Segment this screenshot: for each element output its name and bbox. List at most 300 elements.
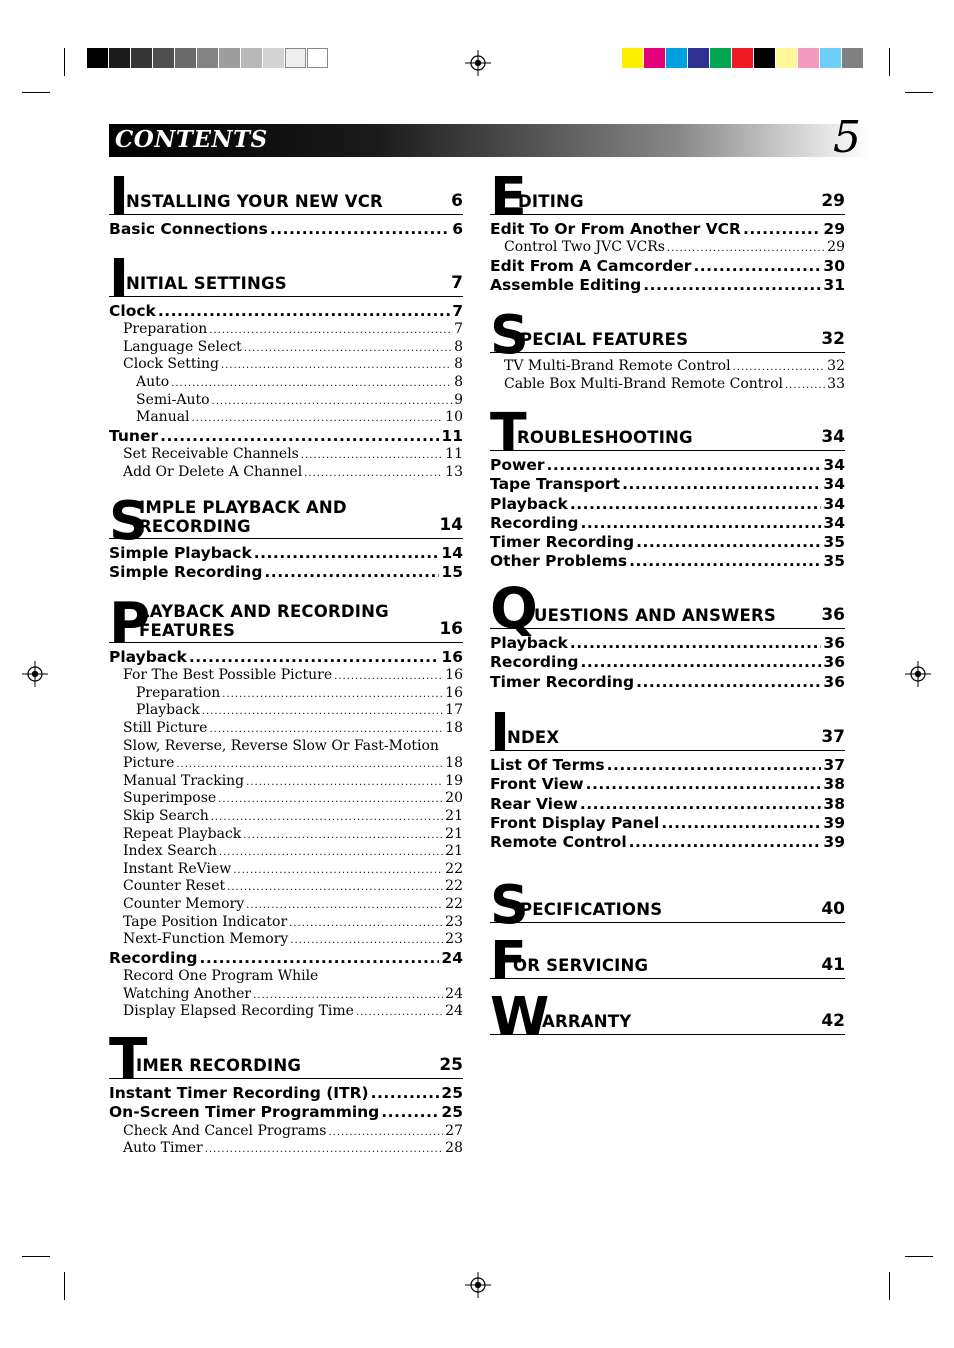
dot-leader xyxy=(227,879,443,896)
toc-entry[interactable] xyxy=(109,544,463,563)
drop-cap: E xyxy=(490,165,527,228)
toc-entry-label: Assemble Editing xyxy=(490,276,642,295)
dot-leader xyxy=(661,814,821,833)
page-title: CONTENTS xyxy=(115,126,268,153)
gray-swatch xyxy=(263,48,284,68)
toc-entry-page: 29 xyxy=(827,239,845,256)
toc-entry-label: Instant ReView xyxy=(123,860,232,877)
section-heading xyxy=(490,701,845,764)
toc-entry-page: 32 xyxy=(827,358,845,374)
drop-cap: T xyxy=(109,1027,148,1092)
dot-leader xyxy=(356,1004,443,1021)
toc-section xyxy=(490,577,845,692)
toc-entry-label: Rear View xyxy=(490,794,578,813)
toc-entry-page: 37 xyxy=(823,756,845,774)
toc-entry[interactable] xyxy=(109,392,463,410)
section-page-number: 32 xyxy=(821,329,845,349)
section-heading xyxy=(490,401,845,464)
toc-entry-label: Edit To Or From Another VCR xyxy=(490,220,741,238)
toc-entry[interactable] xyxy=(490,634,845,653)
page-number: 5 xyxy=(833,112,861,163)
dot-leader xyxy=(743,220,821,239)
toc-entry[interactable] xyxy=(109,1103,463,1122)
dot-leader xyxy=(622,475,821,494)
toc-entry-page: 22 xyxy=(445,896,463,913)
toc-entry[interactable] xyxy=(490,814,845,833)
section-title: LAYBACK AND RECORDING xyxy=(139,602,389,621)
toc-entry[interactable] xyxy=(109,914,463,932)
toc-entry[interactable] xyxy=(109,720,463,738)
toc-entry-page: 27 xyxy=(445,1122,463,1139)
toc-entry-label: Superimpose xyxy=(123,790,217,807)
drop-cap: I xyxy=(109,165,129,228)
dot-leader xyxy=(304,465,443,482)
dot-leader xyxy=(243,827,443,844)
dot-leader xyxy=(160,427,439,446)
section-title-line2: FEATURES xyxy=(139,621,236,640)
dot-leader xyxy=(371,1084,440,1103)
toc-entry[interactable] xyxy=(490,495,845,514)
toc-entry[interactable] xyxy=(109,826,463,844)
section-heading xyxy=(490,577,845,642)
dot-leader xyxy=(607,756,822,775)
toc-entry-page: 29 xyxy=(823,220,845,238)
toc-entry[interactable] xyxy=(109,755,463,773)
gray-swatch xyxy=(197,48,218,68)
section-page-number: 36 xyxy=(821,605,845,625)
toc-entry[interactable] xyxy=(109,409,463,427)
color-swatch xyxy=(776,48,797,68)
entry-list xyxy=(109,220,463,239)
toc-entry-page: 22 xyxy=(445,878,463,895)
toc-entry[interactable] xyxy=(490,533,845,552)
toc-entry-label: Still Picture xyxy=(123,720,208,737)
toc-entry-page: 8 xyxy=(454,356,463,373)
dot-leader xyxy=(205,1141,443,1158)
dot-leader xyxy=(209,322,452,339)
dot-leader xyxy=(171,375,452,392)
section-heading xyxy=(109,165,463,228)
toc-entry-label: Power xyxy=(490,456,545,474)
toc-entry-page: 25 xyxy=(441,1103,463,1122)
dot-leader xyxy=(580,795,822,814)
dot-leader xyxy=(202,703,443,720)
toc-entry-page: 28 xyxy=(445,1140,463,1157)
crop-mark xyxy=(905,1256,933,1257)
toc-entry[interactable] xyxy=(490,276,845,295)
toc-section xyxy=(109,165,463,239)
drop-cap: S xyxy=(490,303,529,366)
entry-list xyxy=(109,648,463,1021)
toc-entry-page: 8 xyxy=(454,338,463,355)
dot-leader xyxy=(209,721,443,738)
section-title: UESTIONS AND ANSWERS xyxy=(534,606,776,625)
contents-banner xyxy=(109,124,869,157)
toc-entry-label: Clock Setting xyxy=(123,356,219,373)
color-swatch xyxy=(798,48,819,68)
toc-entry-page: 17 xyxy=(445,702,463,719)
dot-leader xyxy=(381,1103,439,1122)
toc-entry[interactable] xyxy=(109,773,463,791)
toc-entry[interactable] xyxy=(109,563,463,582)
toc-entry-page: 36 xyxy=(823,653,845,672)
registration-mark-icon xyxy=(465,50,491,76)
crop-mark xyxy=(22,92,50,93)
toc-entry[interactable] xyxy=(490,653,845,672)
toc-section xyxy=(490,929,845,992)
color-swatch xyxy=(622,48,643,68)
dot-leader xyxy=(586,775,822,794)
toc-section xyxy=(109,591,463,1021)
toc-entry-page: 9 xyxy=(454,391,463,408)
toc-section xyxy=(490,401,845,572)
toc-entry-page: 36 xyxy=(823,634,845,652)
dot-leader xyxy=(580,514,821,533)
toc-entry-page: 19 xyxy=(445,772,463,789)
toc-entry[interactable] xyxy=(490,775,845,794)
toc-entry-label: Simple Playback xyxy=(109,544,252,562)
section-page-number: 42 xyxy=(821,1011,845,1031)
dot-leader xyxy=(233,862,443,879)
registration-mark-icon xyxy=(905,661,931,687)
dot-leader xyxy=(290,932,443,949)
crop-mark xyxy=(905,92,933,93)
section-title: IMER RECORDING xyxy=(136,1056,302,1075)
toc-entry-label: Front View xyxy=(490,775,584,794)
dot-leader xyxy=(570,634,822,653)
toc-entry[interactable] xyxy=(109,220,463,239)
toc-entry-page: 16 xyxy=(441,648,463,666)
gray-swatch xyxy=(307,48,328,68)
toc-section xyxy=(109,247,463,481)
toc-entry-page: 31 xyxy=(823,276,845,295)
toc-entry-page: 36 xyxy=(823,672,845,691)
toc-entry-label: Display Elapsed Recording Time xyxy=(123,1003,354,1020)
toc-entry[interactable] xyxy=(109,1003,463,1021)
toc-entry-page: 10 xyxy=(445,409,463,426)
toc-entry[interactable] xyxy=(109,949,463,968)
dot-leader xyxy=(693,257,821,276)
toc-entry[interactable] xyxy=(109,702,463,720)
toc-entry-label: Check And Cancel Programs xyxy=(123,1122,327,1139)
toc-entry-label: Language Select xyxy=(123,338,242,355)
toc-entry-label: Counter Memory xyxy=(123,896,245,913)
color-swatch xyxy=(688,48,709,68)
toc-entry-label: Watching Another xyxy=(123,985,252,1002)
toc-entry-label: Clock xyxy=(109,302,156,320)
section-heading xyxy=(490,873,845,936)
toc-entry-page: 16 xyxy=(445,667,463,684)
toc-section xyxy=(109,1027,463,1158)
toc-entry-page: 38 xyxy=(823,794,845,813)
dot-leader xyxy=(629,552,821,571)
toc-entry-label: Index Search xyxy=(123,843,217,860)
toc-entry[interactable] xyxy=(490,475,845,494)
dot-leader xyxy=(176,756,443,773)
toc-entry-page: 39 xyxy=(823,833,845,852)
toc-entry-label: On-Screen Timer Programming xyxy=(109,1103,380,1122)
dot-leader xyxy=(328,1124,443,1141)
toc-entry[interactable] xyxy=(109,843,463,861)
toc-entry-page: 15 xyxy=(441,563,463,582)
section-title: DITING xyxy=(518,192,584,211)
toc-entry[interactable] xyxy=(109,374,463,392)
dot-leader xyxy=(785,377,825,394)
entry-list xyxy=(109,1084,463,1158)
crop-mark xyxy=(22,1256,50,1257)
section-heading xyxy=(109,591,463,656)
toc-entry-label: Recording xyxy=(490,653,579,672)
section-title-line2: RECORDING xyxy=(139,517,251,536)
color-swatch xyxy=(842,48,863,68)
toc-entry[interactable] xyxy=(490,257,845,276)
section-title: NSTALLING YOUR NEW VCR xyxy=(126,192,383,211)
toc-entry[interactable] xyxy=(109,1084,463,1103)
toc-entry[interactable] xyxy=(109,896,463,914)
toc-entry-page: 38 xyxy=(823,775,845,794)
toc-entry-page: 34 xyxy=(823,456,845,474)
toc-section xyxy=(490,701,845,852)
toc-entry-page: 21 xyxy=(445,843,463,860)
toc-entry-label: Auto xyxy=(136,374,170,391)
color-swatch xyxy=(644,48,665,68)
toc-entry-label: Manual xyxy=(136,409,190,426)
gray-swatch xyxy=(219,48,240,68)
gray-swatch xyxy=(153,48,174,68)
toc-entry-label: Cable Box Multi-Brand Remote Control xyxy=(504,375,783,392)
toc-entry-label: Semi-Auto xyxy=(136,391,210,408)
toc-entry-label: Other Problems xyxy=(490,552,628,571)
toc-section xyxy=(490,873,845,936)
gray-swatch xyxy=(285,48,306,68)
toc-entry-page: 24 xyxy=(445,1003,463,1020)
drop-cap: S xyxy=(109,489,148,552)
toc-entry-label: Tape Transport xyxy=(490,475,621,494)
section-page-number: 6 xyxy=(451,191,463,211)
toc-entry[interactable] xyxy=(109,446,463,464)
toc-entry[interactable] xyxy=(490,376,845,394)
dot-leader xyxy=(636,673,821,692)
dot-leader xyxy=(221,357,452,374)
toc-entry-label: Basic Connections xyxy=(109,220,268,238)
toc-entry[interactable] xyxy=(109,1123,463,1141)
registration-mark-icon xyxy=(465,1272,491,1298)
section-title: NDEX xyxy=(507,728,560,747)
dot-leader xyxy=(636,533,821,552)
dot-leader xyxy=(580,653,821,672)
section-title: OR SERVICING xyxy=(513,956,649,975)
toc-entry-page: 21 xyxy=(445,825,463,842)
toc-entry[interactable] xyxy=(109,464,463,482)
toc-entry[interactable] xyxy=(109,685,463,703)
toc-entry[interactable] xyxy=(109,339,463,357)
toc-entry[interactable] xyxy=(490,756,845,775)
toc-entry-label: Preparation xyxy=(136,684,221,701)
toc-entry[interactable] xyxy=(109,861,463,879)
toc-entry[interactable] xyxy=(109,808,463,826)
toc-entry-label: Preparation xyxy=(123,321,208,338)
section-title: ROUBLESHOOTING xyxy=(517,428,693,447)
registration-mark-icon xyxy=(22,661,48,687)
drop-cap: W xyxy=(490,985,550,1048)
color-swatch xyxy=(710,48,731,68)
toc-entry[interactable] xyxy=(109,986,463,1004)
toc-entry-page: 7 xyxy=(452,302,463,320)
toc-entry[interactable] xyxy=(109,667,463,685)
toc-entry[interactable] xyxy=(490,552,845,571)
section-page-number: 16 xyxy=(439,619,463,639)
toc-section xyxy=(490,165,845,295)
toc-entry-label: TV Multi-Brand Remote Control xyxy=(504,358,731,374)
drop-cap: P xyxy=(109,591,151,656)
dot-leader xyxy=(334,668,443,685)
section-page-number: 41 xyxy=(821,955,845,975)
crop-mark xyxy=(64,48,65,76)
toc-entry-label: For The Best Possible Picture xyxy=(123,667,333,684)
entry-list xyxy=(490,220,845,295)
toc-entry-page: 6 xyxy=(452,220,463,238)
dot-leader xyxy=(667,240,825,257)
toc-entry-page: 22 xyxy=(445,860,463,877)
crop-mark xyxy=(64,1272,65,1300)
dot-leader xyxy=(270,220,450,239)
gray-swatch xyxy=(109,48,130,68)
toc-entry-page: 30 xyxy=(823,256,845,275)
section-title: PECIFICATIONS xyxy=(520,900,663,919)
dot-leader xyxy=(219,844,443,861)
toc-entry[interactable] xyxy=(109,302,463,321)
toc-entry-page: 35 xyxy=(823,533,845,552)
drop-cap: I xyxy=(109,247,129,310)
toc-entry-label: Tuner xyxy=(109,426,159,445)
toc-entry-page: 24 xyxy=(441,948,463,967)
section-page-number: 7 xyxy=(451,273,463,293)
entry-list xyxy=(109,544,463,583)
toc-entry[interactable] xyxy=(490,220,845,239)
drop-cap: I xyxy=(490,701,510,764)
section-title: NITIAL SETTINGS xyxy=(126,274,287,293)
dot-leader xyxy=(246,774,443,791)
dot-leader xyxy=(246,897,443,914)
section-page-number: 40 xyxy=(821,899,845,919)
dot-leader xyxy=(218,791,443,808)
dot-leader xyxy=(570,495,822,514)
toc-section xyxy=(490,303,845,393)
toc-entry[interactable] xyxy=(109,878,463,896)
gray-swatch xyxy=(87,48,108,68)
toc-entry-page: 35 xyxy=(823,552,845,571)
toc-entry[interactable] xyxy=(490,833,845,852)
drop-cap: S xyxy=(490,873,529,936)
color-swatch xyxy=(820,48,841,68)
toc-entry[interactable] xyxy=(490,673,845,692)
color-swatch xyxy=(666,48,687,68)
dot-leader xyxy=(547,456,822,475)
toc-entry-page: 18 xyxy=(445,720,463,737)
section-heading xyxy=(109,489,463,552)
toc-entry-label: List Of Terms xyxy=(490,756,605,774)
toc-entry[interactable] xyxy=(109,427,463,446)
toc-entry-page: 20 xyxy=(445,790,463,807)
toc-entry[interactable] xyxy=(490,795,845,814)
toc-entry[interactable] xyxy=(490,239,845,257)
toc-entry[interactable] xyxy=(490,358,845,376)
toc-entry-label: Picture xyxy=(123,755,175,772)
entry-list xyxy=(490,456,845,572)
entry-list xyxy=(490,634,845,692)
entry-list xyxy=(490,756,845,852)
toc-entry[interactable] xyxy=(109,931,463,949)
toc-entry[interactable] xyxy=(109,790,463,808)
gray-swatch xyxy=(241,48,262,68)
toc-entry-text: Slow, Reverse, Reverse Slow Or Fast-Motion xyxy=(123,737,439,754)
toc-entry-label: Playback xyxy=(109,648,187,666)
dot-leader xyxy=(629,833,822,852)
toc-entry-label: Add Or Delete A Channel xyxy=(123,463,303,480)
toc-entry-page: 14 xyxy=(441,544,463,562)
toc-entry-page: 39 xyxy=(823,813,845,832)
toc-entry[interactable] xyxy=(109,321,463,339)
toc-entry[interactable] xyxy=(490,514,845,533)
dot-leader xyxy=(301,447,443,464)
section-page-number: 37 xyxy=(821,727,845,747)
toc-entry-label: Remote Control xyxy=(490,833,627,852)
toc-entry-label: Set Receivable Channels xyxy=(123,446,299,463)
toc-entry-page: 7 xyxy=(454,321,463,338)
dot-leader xyxy=(733,359,826,376)
toc-entry-label: Timer Recording xyxy=(490,672,635,691)
color-swatch xyxy=(754,48,775,68)
dot-leader xyxy=(264,563,439,582)
toc-entry-page: 11 xyxy=(445,446,463,463)
toc-entry-label: Front Display Panel xyxy=(490,813,660,832)
toc-entry-page: 18 xyxy=(445,755,463,772)
dot-leader xyxy=(253,987,443,1004)
section-heading xyxy=(109,1027,463,1092)
section-title: IMPLE PLAYBACK AND xyxy=(139,498,347,517)
toc-entry-page: 25 xyxy=(441,1084,463,1102)
toc-entry-label: Edit From A Camcorder xyxy=(490,256,692,275)
toc-entry[interactable] xyxy=(490,456,845,475)
section-heading xyxy=(490,165,845,228)
toc-entry-label: Control Two JVC VCRs xyxy=(504,239,665,256)
toc-entry-page: 33 xyxy=(827,375,845,392)
toc-entry[interactable] xyxy=(109,356,463,374)
toc-entry[interactable] xyxy=(109,1140,463,1158)
section-heading xyxy=(109,247,463,310)
toc-entry-page: 24 xyxy=(445,985,463,1002)
dot-leader xyxy=(211,809,443,826)
toc-entry-label: Simple Recording xyxy=(109,563,263,582)
dot-leader xyxy=(189,648,440,667)
drop-cap: Q xyxy=(490,577,538,642)
dot-leader xyxy=(199,949,439,968)
section-page-number: 34 xyxy=(821,427,845,447)
toc-entry-label: Tape Position Indicator xyxy=(123,913,288,930)
gray-swatch xyxy=(175,48,196,68)
toc-entry[interactable] xyxy=(109,648,463,667)
toc-entry-label: Playback xyxy=(490,494,568,513)
toc-entry-page: 34 xyxy=(823,513,845,532)
toc-entry-page: 23 xyxy=(445,913,463,930)
toc-entry-label: Skip Search xyxy=(123,808,209,825)
toc-entry-label: Manual Tracking xyxy=(123,772,245,789)
section-page-number: 14 xyxy=(439,515,463,535)
entry-list xyxy=(109,302,463,481)
toc-entry-label: Instant Timer Recording (ITR) xyxy=(109,1084,369,1102)
toc-entry-page: 34 xyxy=(823,494,845,513)
dot-leader xyxy=(222,686,443,703)
